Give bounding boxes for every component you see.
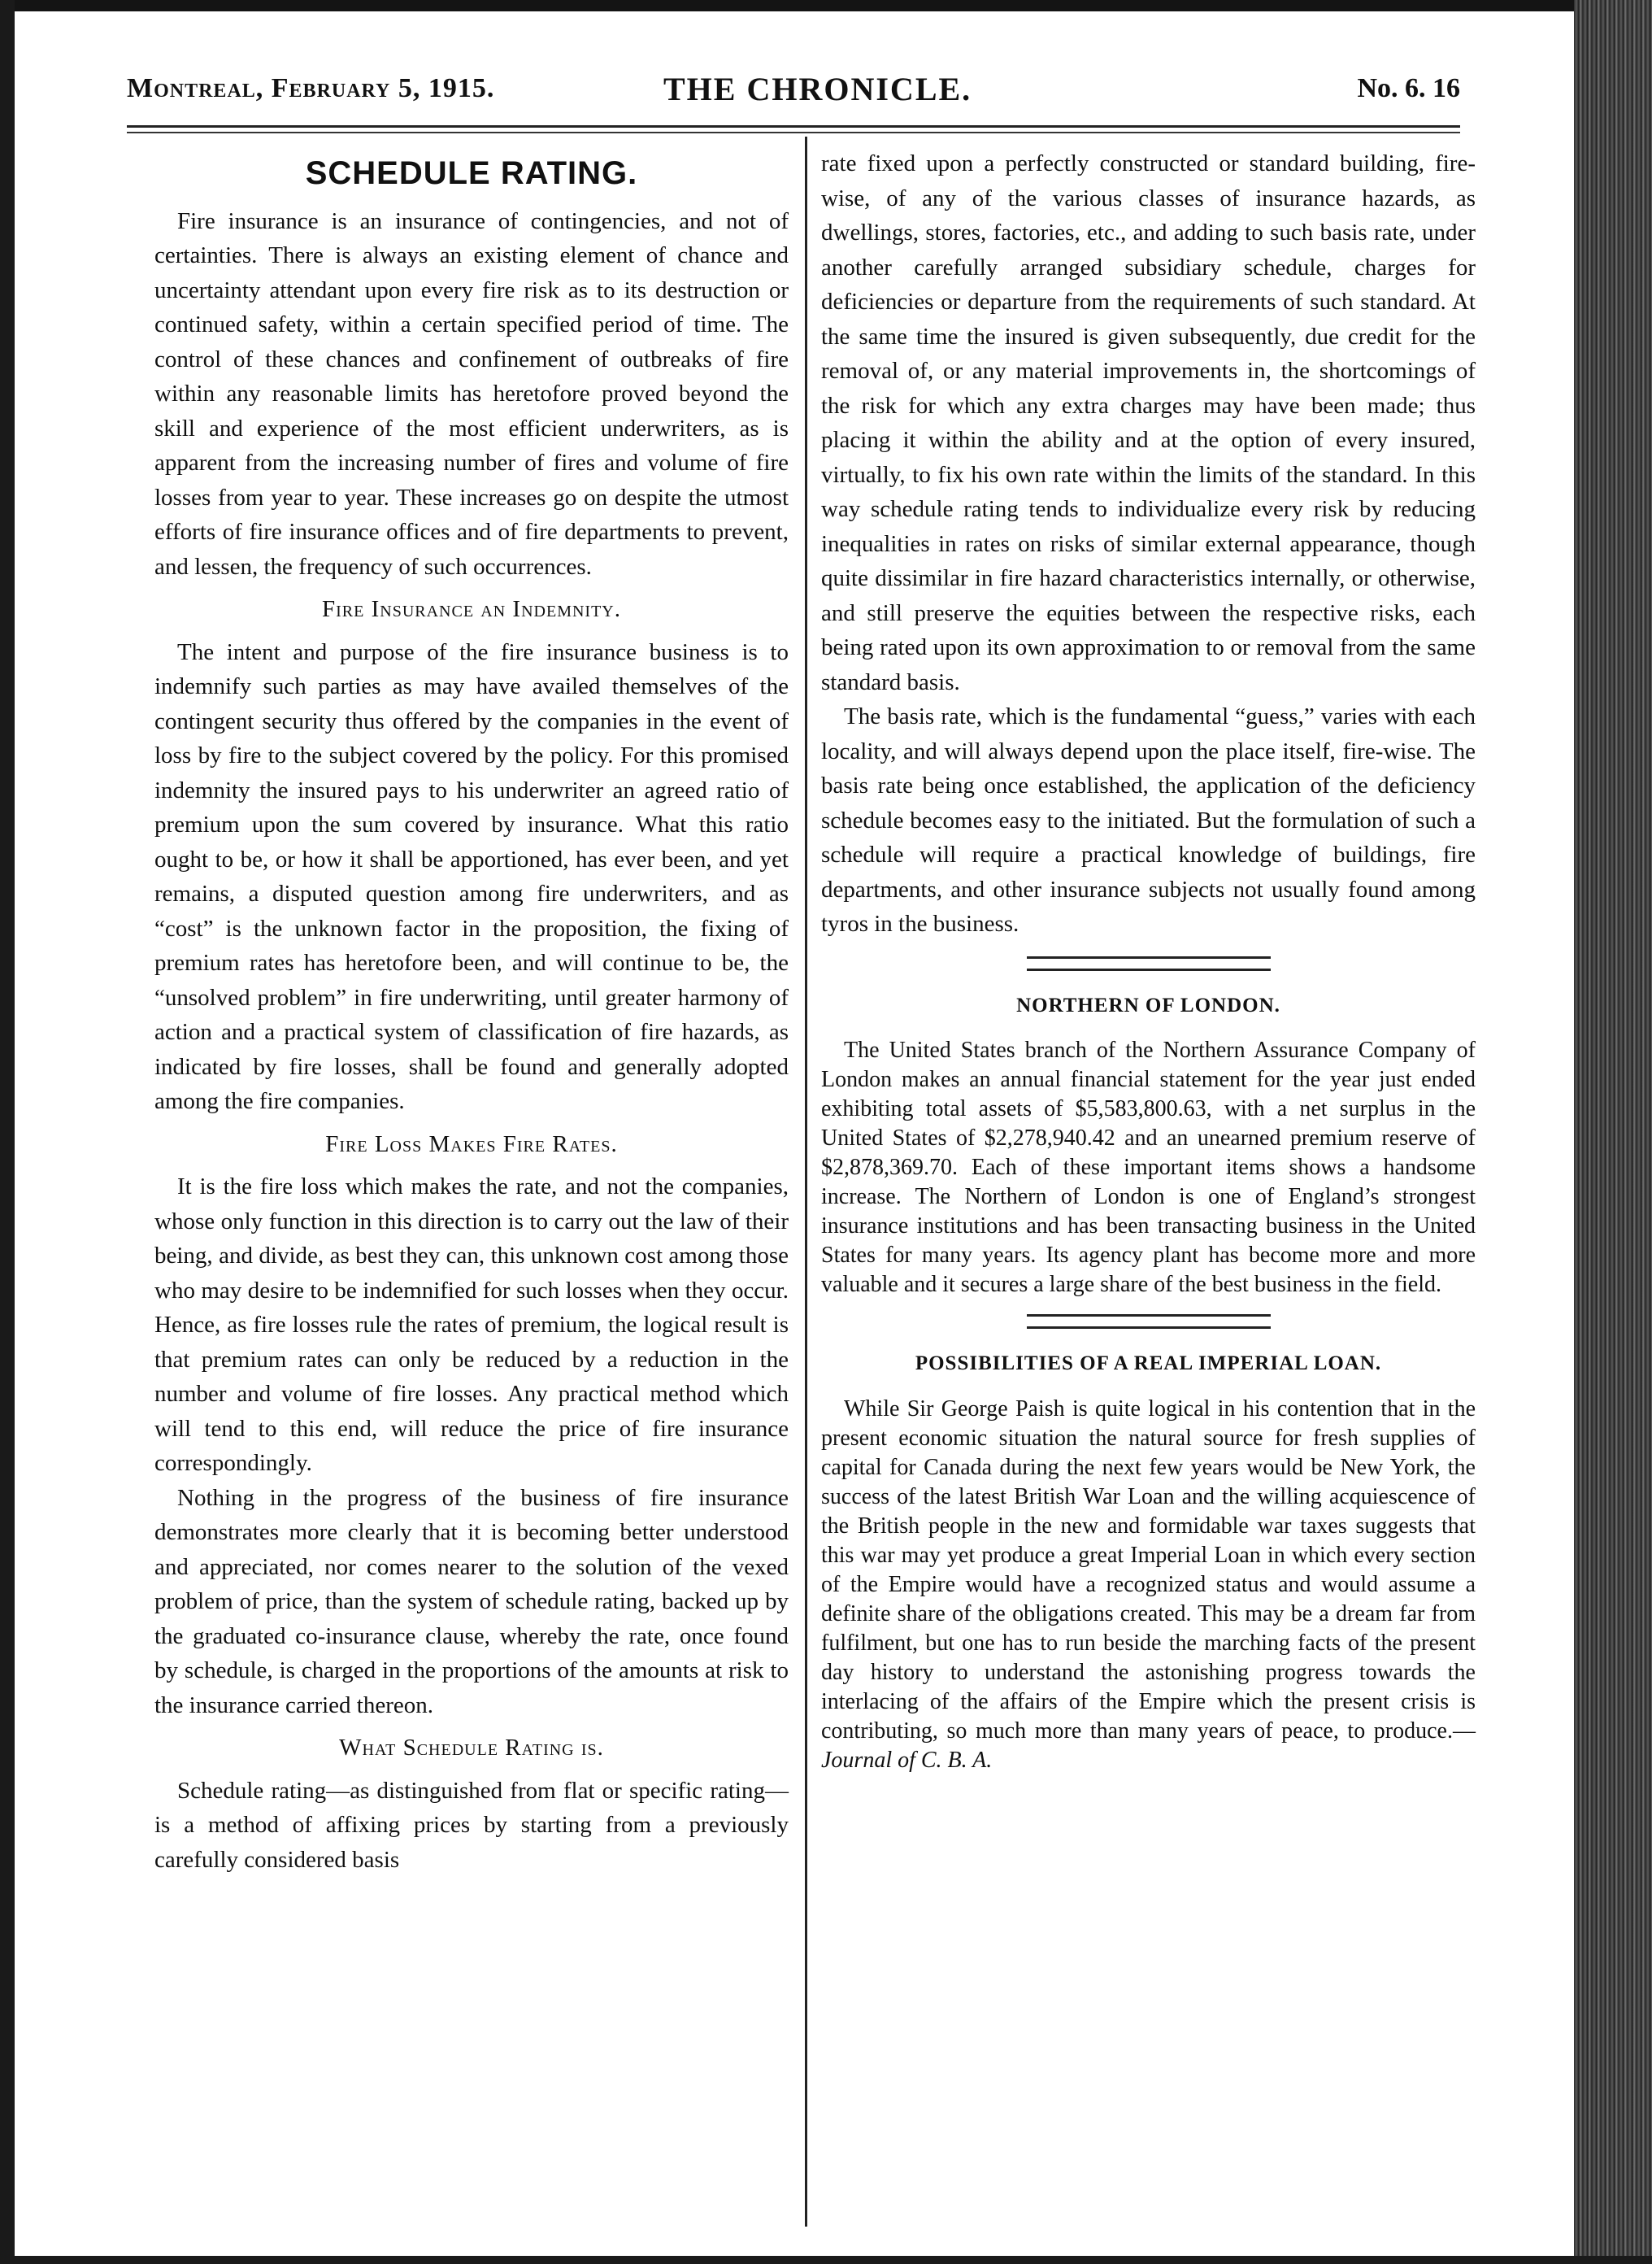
section-divider <box>1027 956 1271 971</box>
paragraph: The basis rate, which is the fundamental “guess,” varies with each locality, and will always depend upon the place itself, fire-wise. The basis rate being once established, the application of the deficiency schedule becomes easy to the initiated. But the formulation of such a schedule will require a practical knowledge of buildings, fire departments, and other insurance subjects not usually found among tyros in the business. <box>821 703 1476 937</box>
header-issue-number: No. 6. 16 <box>1357 73 1460 103</box>
page-edge-left <box>0 0 15 2264</box>
article-title-imperial-loan: POSSIBILITIES OF A REAL IMPERIAL LOAN. <box>915 1352 1382 1374</box>
paragraph: It is the fire loss which makes the rate, and not the companies, whose only function in this direction is to carry out the law of their being, and divide, as best they can, this unknown cost among those who may desire to be indemnified for such losses when they occur. Hence, as fire losses rule the rates of premium, the logical result is that premium rates can only be reduced by a reduction in the number and volume of fire losses. Any practical method which will tend to this end, will reduce the price of fire insurance correspondingly. <box>154 1173 789 1476</box>
left-column <box>154 146 789 1877</box>
article-title-schedule-rating: SCHEDULE RATING. <box>305 155 638 191</box>
header-dateline: Montreal, February 5, 1915. <box>127 73 495 103</box>
page-edge-bottom <box>0 2256 1652 2264</box>
paragraph: The intent and purpose of the fire insurance business is to indemnify such parties as may have availed themselves of the contingent security thus offered by the companies in the event of loss by fire to the subject covered by the policy. For this promised indemnity the insured pays to his underwriter an agreed ratio of premium upon the sum covered by insurance. What this ratio ought to be, or how it shall be apportioned, has ever been, and yet remains, a disputed question among fire underwriters, and as “cost” is the unknown factor in the proposition, the fixing of premium rates has heretofore been, and will continue to be, the “unsolved problem” in fire underwriting, until greater harmony of action and a practical system of classification of fire hazards, as indicated by fire losses, shall be found and generally adopted among the fire companies. <box>154 638 789 1114</box>
header-masthead: THE CHRONICLE. <box>663 71 972 107</box>
section-divider <box>1027 1314 1271 1329</box>
paragraph: Fire insurance is an insurance of contingencies, and not of certainties. There is always an existing element of chance and uncertainty attendant upon every fire risk as to its destruction or continued safety, within a certain specified period of time. The control of these chances and confinement of outbreaks of fire within any reasonable limits has heretofore proved beyond the skill and experience of the most efficient underwriters, as is apparent from the increasing number of fires and volume of fire losses from year to year. These increases go on despite the utmost efforts of fire insurance offices and of fire departments to prevent, and lessen, the frequency of such occurrences. <box>154 207 789 580</box>
imperial-loan-body: While Sir George Paish is quite logical in his contention that in the present economic situation the natural source for fresh supplies of capital for Canada during the next few years would be New York, the success of the latest British War Loan and the willing acquiescence of the British people in the new and formidable war taxes suggests that this war may yet produce a great Imperial Loan in which every section of the Empire would have a recognized status and would assume a definite share of the obligations created. This may be a dream far from fulfilment, but one has to run beside the marching facts of the present day history to understand the astonishing progress towards the interlacing of the affairs of the Empire which the present crisis is contributing, so much more than many years of peace, to produce.— <box>821 1395 1476 1744</box>
subheading-indemnity: Fire Insurance an Indemnity. <box>322 596 621 622</box>
subheading-fire-loss: Fire Loss Makes Fire Rates. <box>325 1130 618 1157</box>
header-rule-thin <box>127 132 1460 133</box>
paragraph: Nothing in the progress of the business of fire insurance demonstrates more clearly that it is becoming better understood and appreciated, nor comes nearer to the solution of the vexed problem of price, than the system of schedule rating, backed up by the graduated co-insurance clause, whereby the rate, once found by schedule, is charged in the proportions of the amounts at risk to the insurance carried thereon. <box>154 1484 789 1718</box>
book-binding-edge <box>1574 0 1652 2264</box>
source-signoff: Journal of C. B. A. <box>821 1747 993 1773</box>
column-divider <box>805 137 807 2227</box>
paragraph: The United States branch of the Northern Assurance Company of London makes an annual financial statement for the year just ended exhibiting total assets of $5,583,800.63, with a net surplus in the United States of $2,278,940.42 and an unearned premium reserve of $2,878,369.70. Each of these important items shows a handsome increase. The Northern of London is one of England’s strongest insurance institutions and has been transacting business in the United States for many years. Its agency plant has become more and more valuable and it secures a large share of the best business in the field. <box>821 1038 1476 1297</box>
paragraph-continued: rate fixed upon a perfectly constructed or standard building, fire-wise, of any of the various classes of insurance hazards, as dwellings, stores, factories, etc., and adding to such basis rate, under another carefully arranged subsidiary schedule, charges for deficiencies or departure from the requirements of such standard. At the same time the insured is given subsequently, due credit for the removal of, or any material improvements in, the shortcomings of the risk for which any extra charges may have been made; thus placing it within the ability and at the option of every insured, virtually, to fix his own rate within the limits of the standard. In this way schedule rating tends to individualize every risk by reducing inequalities in rates on risks of similar external appearance, though quite dissimilar in fire hazard characteristics internally, or otherwise, and still preserve the equities between the respective risks, each being rated upon its own approximation to or removal from the same standard basis. <box>821 150 1476 695</box>
subheading-what-is: What Schedule Rating is. <box>339 1735 604 1761</box>
paragraph: Schedule rating—as distinguished from flat or specific rating—is a method of affixing prices by starting from a previously carefully considered basis <box>154 1777 789 1873</box>
paragraph <box>821 1395 1476 1775</box>
page-header <box>127 67 1460 115</box>
page-edge-top <box>0 0 1652 11</box>
right-column <box>821 146 1476 1775</box>
article-title-northern: NORTHERN OF LONDON. <box>1016 994 1280 1017</box>
header-rule <box>127 125 1460 128</box>
